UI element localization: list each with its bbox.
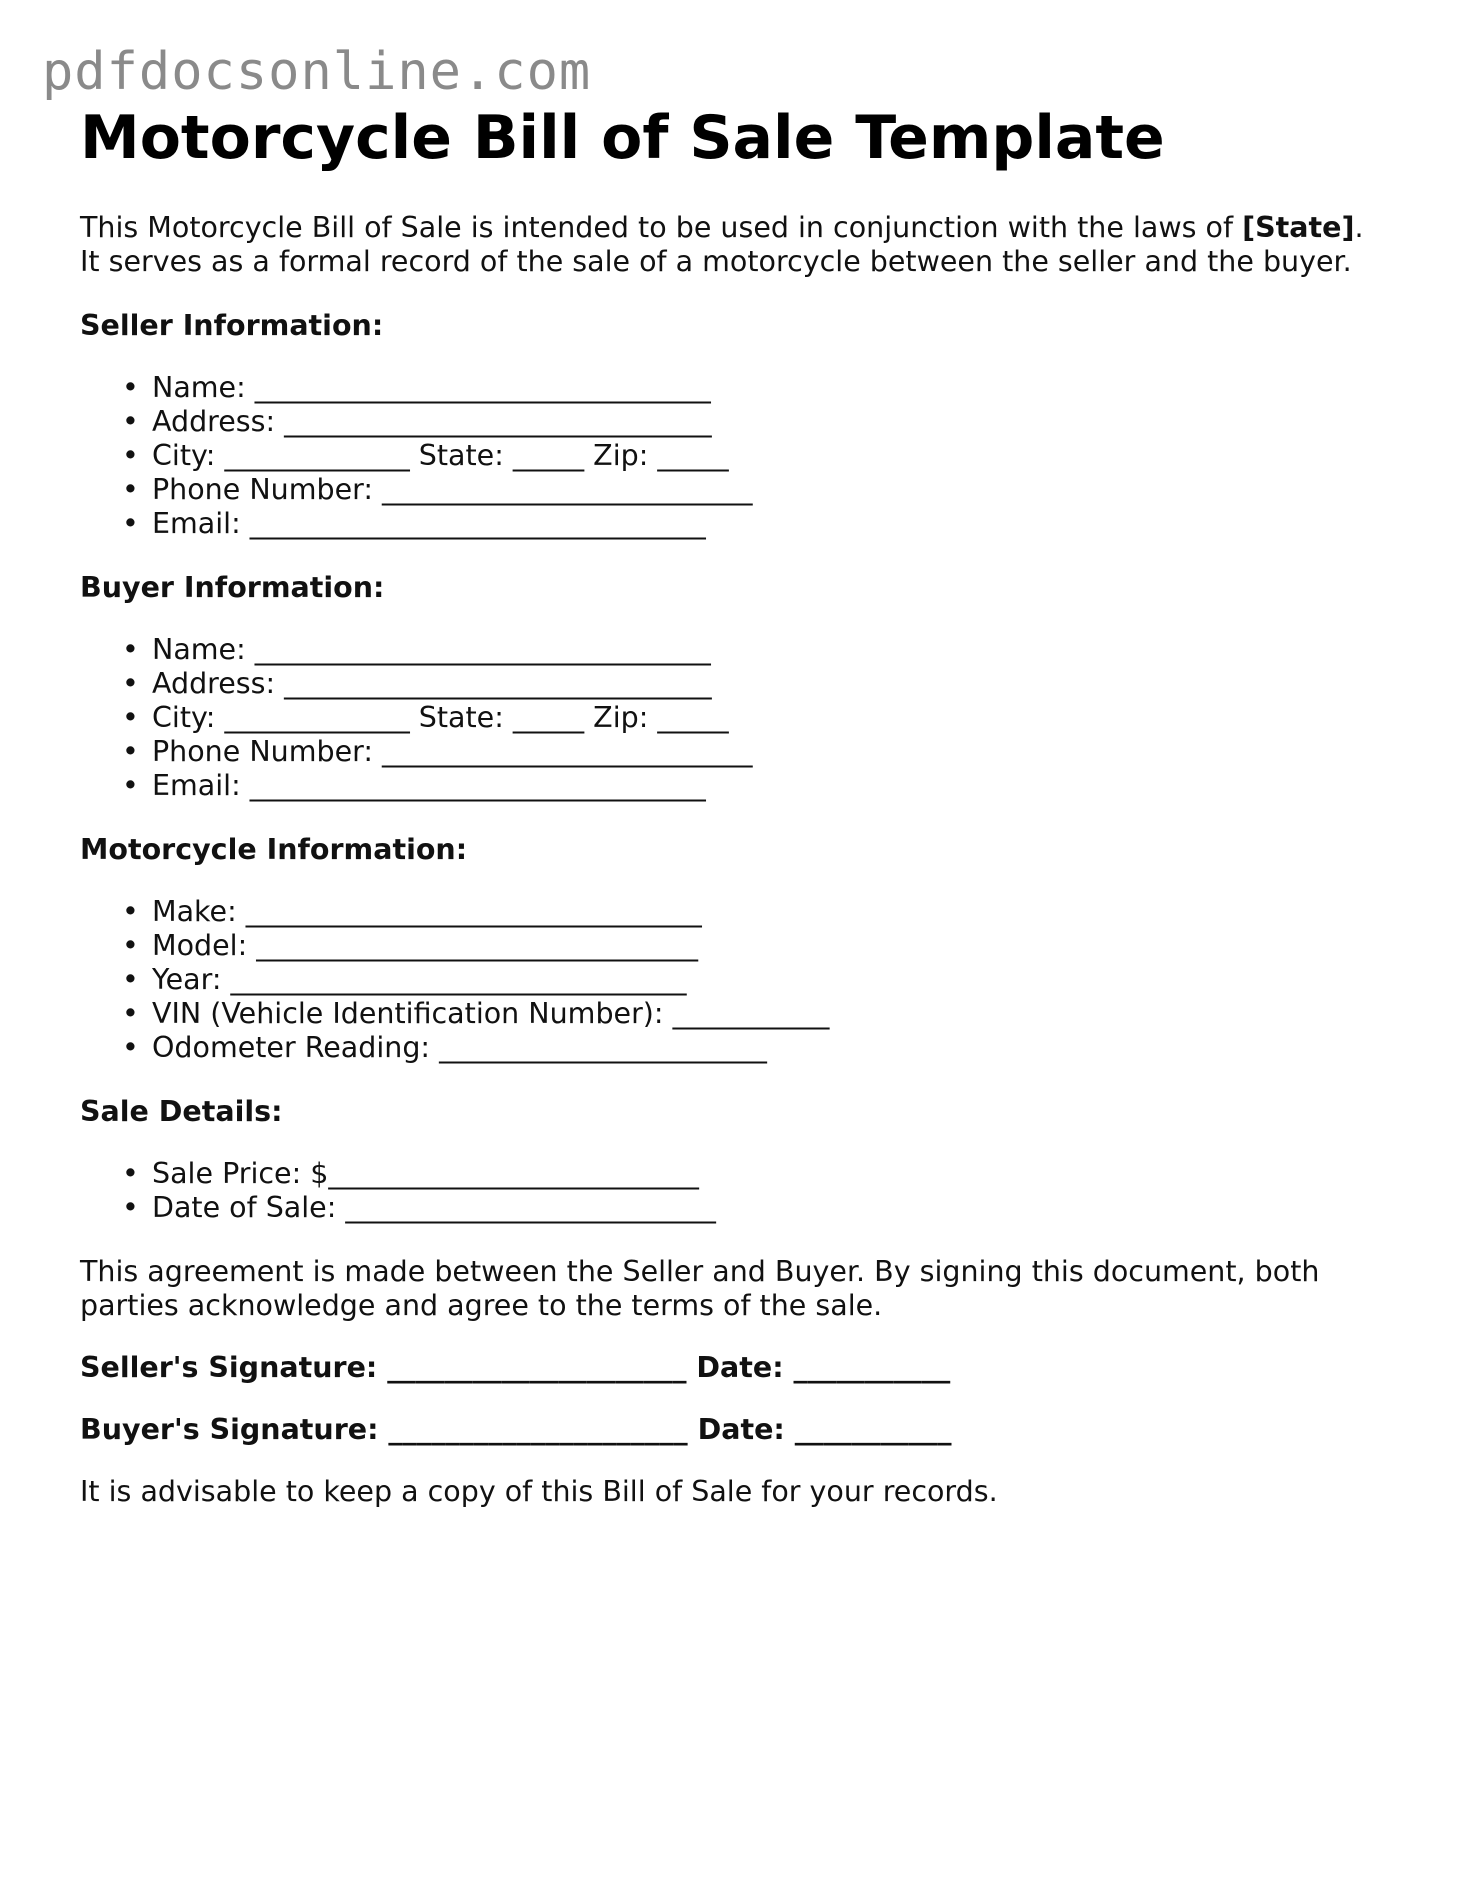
- motorcycle-model-field[interactable]: • Model: _______________________________: [152, 929, 1410, 963]
- seller-name-field[interactable]: • Name: ________________________________: [152, 371, 1410, 405]
- motorcycle-make-field[interactable]: • Make: ________________________________: [152, 895, 1410, 929]
- seller-signature-line[interactable]: Seller's Signature: _____________________ Date: ___________: [80, 1351, 951, 1384]
- agreement-line-1: This agreement is made between the Seller and Buyer. By signing this document, both: [80, 1255, 1320, 1288]
- intro-text-after: .: [1354, 211, 1364, 244]
- seller-phone-field[interactable]: • Phone Number: __________________________: [152, 473, 1410, 507]
- document-page: [80, 100, 1410, 1509]
- seller-fields: [80, 371, 1410, 541]
- seller-email-field[interactable]: • Email: ________________________________: [152, 507, 1410, 541]
- sale-fields: [80, 1157, 1410, 1225]
- intro-line-1: [80, 211, 1410, 245]
- motorcycle-heading: Motorcycle Information:: [80, 833, 468, 866]
- state-placeholder: [State]: [1242, 211, 1355, 244]
- motorcycle-fields: [80, 895, 1410, 1065]
- intro-text-before: This Motorcycle Bill of Sale is intended to be used in conjunction with the laws of: [80, 211, 1243, 244]
- motorcycle-odometer-field[interactable]: • Odometer Reading: _______________________: [152, 1031, 1410, 1065]
- buyer-fields: [80, 633, 1410, 803]
- seller-city-state-zip-field[interactable]: • City: _____________ State: _____ Zip: _____: [152, 439, 1410, 473]
- footer-note: It is advisable to keep a copy of this Bill of Sale for your records.: [80, 1475, 998, 1508]
- buyer-name-field[interactable]: • Name: ________________________________: [152, 633, 1410, 667]
- page-title: Motorcycle Bill of Sale Template: [80, 103, 1165, 173]
- buyer-phone-field[interactable]: • Phone Number: __________________________: [152, 735, 1410, 769]
- buyer-heading: Buyer Information:: [80, 571, 385, 604]
- motorcycle-vin-field[interactable]: • VIN (Vehicle Identification Number): ___________: [152, 997, 1410, 1031]
- agreement-line-2: parties acknowledge and agree to the terms of the sale.: [80, 1289, 883, 1322]
- buyer-city-state-zip-field[interactable]: • City: _____________ State: _____ Zip: _____: [152, 701, 1410, 735]
- buyer-address-field[interactable]: • Address: ______________________________: [152, 667, 1410, 701]
- buyer-email-field[interactable]: • Email: ________________________________: [152, 769, 1410, 803]
- seller-address-field[interactable]: • Address: ______________________________: [152, 405, 1410, 439]
- watermark-logo: pdfdocsonline.com: [42, 42, 592, 102]
- intro-line-2: It serves as a formal record of the sale of a motorcycle between the seller and the buyer.: [80, 245, 1352, 278]
- sale-heading: Sale Details:: [80, 1095, 283, 1128]
- seller-heading: Seller Information:: [80, 309, 384, 342]
- motorcycle-year-field[interactable]: • Year: ________________________________: [152, 963, 1410, 997]
- sale-price-field[interactable]: • Sale Price: $__________________________: [152, 1157, 1410, 1191]
- sale-date-field[interactable]: • Date of Sale: __________________________: [152, 1191, 1410, 1225]
- agreement-paragraph: [80, 1255, 1410, 1323]
- buyer-signature-line[interactable]: Buyer's Signature: _____________________ Date: ___________: [80, 1413, 952, 1446]
- intro-paragraph: [80, 211, 1410, 279]
